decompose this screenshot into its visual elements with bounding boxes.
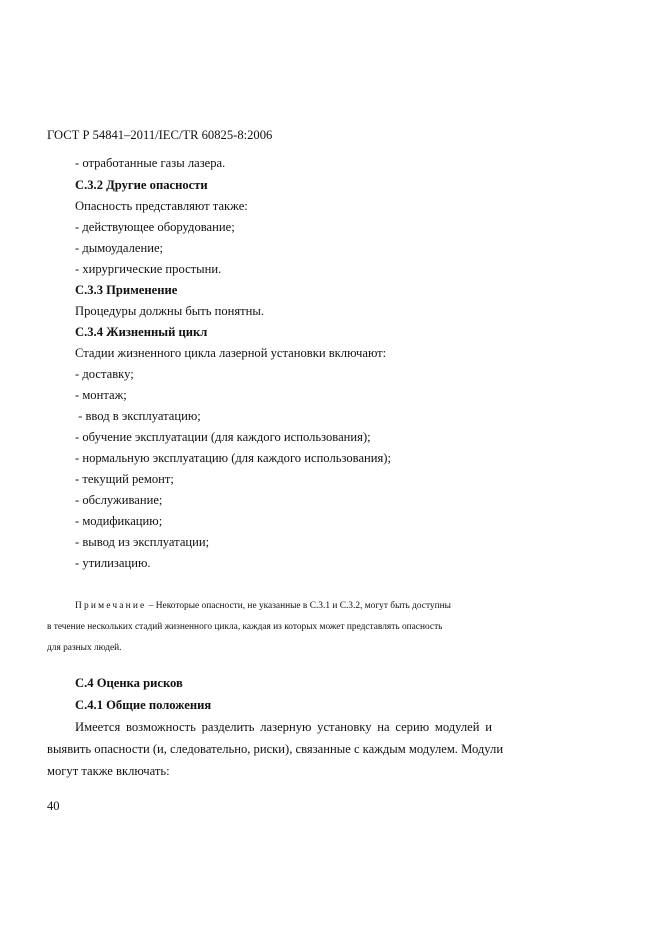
list-item: - хирургические простыни.	[75, 262, 222, 276]
paragraph: Стадии жизненного цикла лазерной установки включают:	[75, 346, 387, 360]
note-text: в течение нескольких стадий жизненного цикла, каждая из которых может представлять опасность	[47, 622, 443, 632]
list-item: - ввод в эксплуатацию;	[75, 409, 201, 423]
list-item: - доставку;	[75, 367, 134, 381]
list-item: - отработанные газы лазера.	[75, 156, 226, 170]
list-item: - текущий ремонт;	[75, 472, 174, 486]
list-item: - обслуживание;	[75, 493, 163, 507]
list-item: - монтаж;	[75, 388, 127, 402]
paragraph: Опасность представляют также:	[75, 199, 248, 213]
section-heading: С.3.3 Применение	[75, 283, 178, 297]
list-item: - обучение эксплуатации (для каждого использования);	[75, 430, 371, 444]
list-item: - утилизацию.	[75, 556, 151, 570]
list-item: - вывод из эксплуатации;	[75, 535, 210, 549]
section-heading: С.3.2 Другие опасности	[75, 178, 208, 192]
note-text: для разных людей.	[47, 643, 122, 653]
section-heading: С.3.4 Жизненный цикл	[75, 325, 208, 339]
section-heading: С.4.1 Общие положения	[75, 698, 212, 712]
page-number: 40	[47, 799, 60, 813]
list-item: - нормальную эксплуатацию (для каждого использования);	[75, 451, 391, 465]
note-label: Примечание	[75, 601, 147, 611]
paragraph-line: выявить опасности (и, следовательно, риски), связанные с каждым модулем. Модули	[47, 742, 504, 756]
section-heading: С.4 Оценка рисков	[75, 676, 183, 690]
paragraph-line: Имеется возможность разделить лазерную установку на серию модулей и	[75, 720, 492, 734]
paragraph: Процедуры должны быть понятны.	[75, 304, 265, 318]
list-item: - действующее оборудование;	[75, 220, 235, 234]
paragraph-line: могут также включать:	[47, 764, 170, 778]
note	[75, 600, 451, 612]
list-item: - модификацию;	[75, 514, 163, 528]
list-item: - дымоудаление;	[75, 241, 164, 255]
note-text: – Некоторые опасности, не указанные в С.3.1 и С.3.2, могут быть доступны	[146, 601, 451, 611]
page-header: ГОСТ Р 54841–2011/IEC/TR 60825-8:2006	[47, 128, 273, 142]
